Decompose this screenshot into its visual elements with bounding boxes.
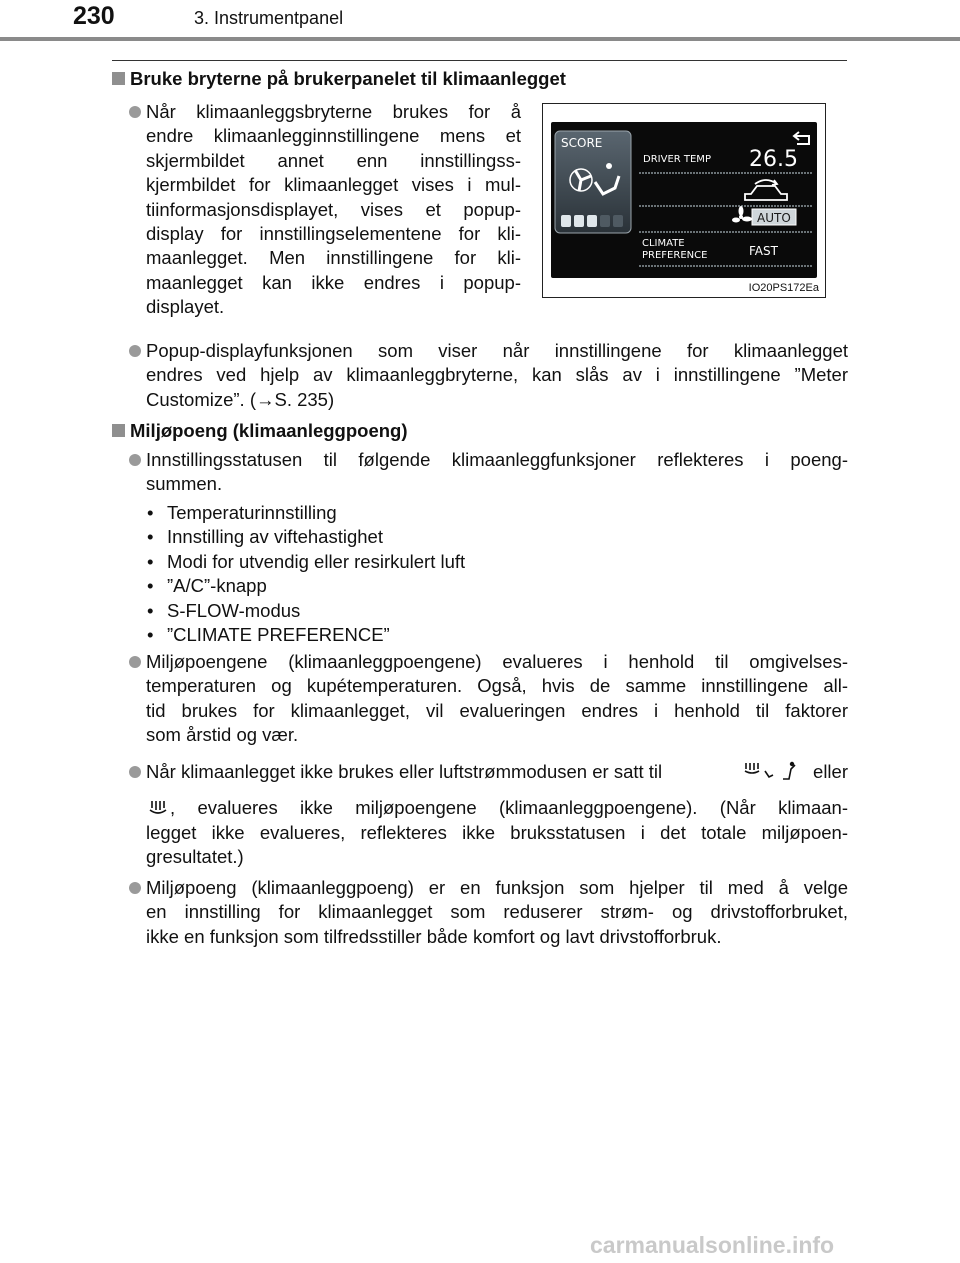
bullet-dot-icon	[129, 106, 141, 118]
display-graphic	[551, 122, 817, 278]
list-item: • Modi for utvendig eller resirkulert luft	[147, 550, 465, 574]
score-segment	[613, 215, 623, 227]
climate-preference-line1: CLIMATE	[642, 238, 685, 249]
section-heading-eco-score	[112, 420, 408, 442]
climate-popup-figure	[542, 103, 826, 298]
windshield-defrost-icon	[148, 799, 168, 819]
score-label: SCORE	[561, 136, 603, 150]
section-rule	[112, 60, 847, 61]
recirculation-car-icon	[745, 180, 787, 200]
bullet-popup-disable	[129, 339, 848, 412]
auto-label: AUTO	[757, 211, 791, 225]
climate-functions-list	[147, 501, 465, 647]
bullet-settings-status	[129, 448, 848, 497]
section-heading-climate-switches	[112, 68, 566, 90]
score-segment	[587, 215, 597, 227]
bullet-popup-display	[129, 100, 521, 320]
heading-square-icon	[112, 72, 125, 85]
heading-text: Miljøpoeng (klimaanleggpoeng)	[130, 420, 408, 441]
bullet-text: Innstillingsstatusen til følgende klimaanleggfunksjoner reflekteres i poeng- summen.	[146, 449, 848, 495]
bullet-dot-icon	[129, 766, 141, 778]
list-item: • Temperaturinnstilling	[147, 501, 465, 525]
page-reference-link[interactable]: Customize”. (→S. 235)	[146, 388, 335, 410]
bullet-not-evaluated	[129, 760, 848, 870]
bullet-dot-icon	[129, 454, 141, 466]
heading-text: Bruke bryterne på brukerpanelet til klimaanlegget	[130, 68, 566, 89]
score-segment	[561, 215, 571, 227]
heading-square-icon	[112, 424, 125, 437]
bullet-text: Når klimaanlegget ikke brukes eller luftstrømmodusen er satt til eller , evalueres ikke miljøpoengene (klimaanleggpoengene). (Når klimaan- legget ikke evalueres, reflekteres ikke bruksstatusen i det totale miljøpoen- gresultatet.)	[146, 761, 848, 868]
bullet-evaluation	[129, 650, 848, 748]
figure-id: IO20PS172Ea	[748, 282, 819, 294]
list-item: • ”A/C”-knapp	[147, 574, 465, 598]
bullet-text: Miljøpoengene (klimaanleggpoengene) evalueres i henhold til omgivelses- temperaturen og kupétemperaturen. Også, hvis de samme innstillingene all- tid brukes for klimaanlegget, vil evalueringen endres i henhold til faktorer som årstid og vær.	[146, 651, 848, 746]
bullet-eco-purpose	[129, 876, 848, 949]
fan-speed-icon	[732, 206, 752, 223]
fast-label: FAST	[749, 244, 778, 258]
watermark: carmanualsonline.info	[590, 1232, 835, 1258]
list-item: • Innstilling av viftehastighet	[147, 525, 465, 549]
back-icon	[794, 132, 809, 144]
header-rule	[0, 37, 960, 41]
list-item: • ”CLIMATE PREFERENCE”	[147, 623, 465, 647]
score-segment	[574, 215, 584, 227]
score-segment	[600, 215, 610, 227]
bullet-text: Miljøpoeng (klimaanleggpoeng) er en funksjon som hjelper til med å velge en innstilling for klimaanlegget som reduserer strøm- og drivstofforbruket, ikke en funksjon som tilfredsstiller både komfort og lavt drivstofforbruk.	[146, 877, 848, 947]
bullet-dot-icon	[129, 656, 141, 668]
display-screen	[551, 122, 817, 278]
chapter-title: 3. Instrumentpanel	[194, 8, 344, 28]
page-number: 230	[73, 2, 115, 30]
driver-temp-label: DRIVER TEMP	[643, 154, 711, 165]
list-item: • S-FLOW-modus	[147, 599, 465, 623]
bullet-text: Når klimaanleggsbryterne brukes for å endre klimaanlegginnstillingene mens et skjermbildet annet enn innstillingss- kjermbildet for klimaanlegget vises i mul- tiinformasjonsdisplayet, vises et popup- display for innstillingselementene for kli- maanlegget. Men innstillingene for kli- maanlegget kan ikke endres i popup- displayet.	[146, 101, 521, 318]
bullet-dot-icon	[129, 345, 141, 357]
bullet-text: Popup-displayfunksjonen som viser når innstillingene for klimaanlegget endres ved hjelp av klimaanleggbryterne, kan slås av i innstillingene ”Meter Customize”. (→S. 235)	[146, 339, 848, 412]
bullet-dot-icon	[129, 882, 141, 894]
windshield-floor-airflow-icon	[743, 761, 799, 783]
temperature-value: 26.5	[749, 147, 798, 172]
climate-preference-line2: PREFERENCE	[642, 250, 708, 261]
score-segments	[561, 215, 623, 227]
